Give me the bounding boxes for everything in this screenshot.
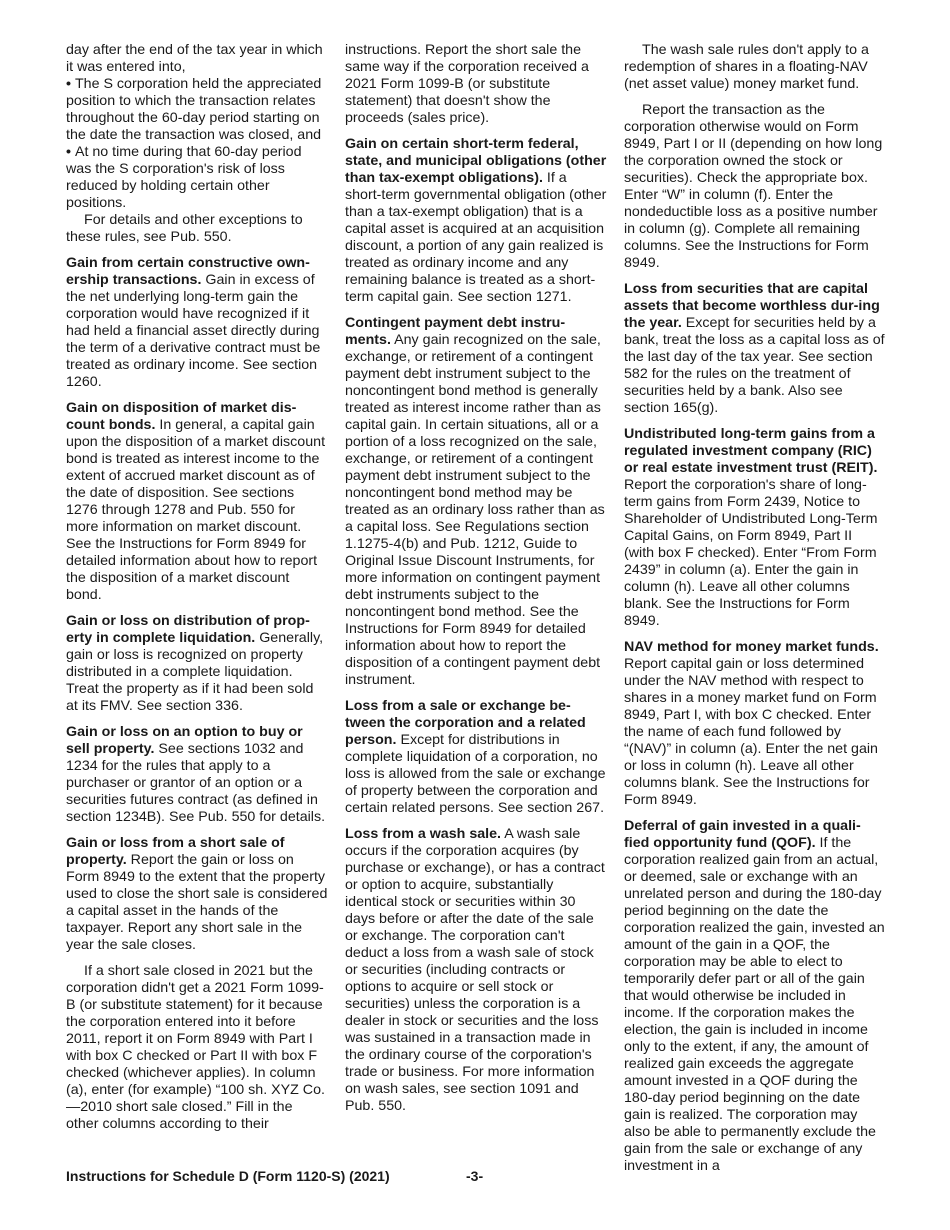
column-2	[345, 42, 607, 1115]
section-worthless-securities	[624, 281, 886, 417]
paragraph: The wash sale rules don't apply to a redemption of shares in a floating-NAV (net asset value) money market fund.	[624, 42, 869, 92]
footer-title: Instructions for Schedule D (Form 1120-S) (2021)	[66, 1168, 390, 1184]
paragraph: instructions. Report the short sale the same way if the corporation received a 2021 Form 1099-B (or substitute statement) that doesn't show the proceeds (sales price).	[345, 42, 589, 126]
column-1	[66, 42, 328, 1133]
section-body: Except for securities held by a bank, treat the loss as a capital loss as of the last day of the tax year. See section 582 for the rules on the treatment of securities held by a bank. Also see section 165(g).	[624, 315, 885, 416]
section-body: Report capital gain or loss determined under the NAV method with respect to shares in a money market fund on Form 8949, Part I, with box C checked. Enter the name of each fund followed by “(NAV)” in column (a). Enter the net gain or loss in column (h). Leave all other columns blank. See the Instructions for Form 8949.	[624, 656, 878, 808]
section-complete-liquidation	[66, 613, 328, 715]
section-body: Generally, gain or loss is recognized on property distributed in a complete liquidation. Treat the property as if it had been sold at its FMV. See section 336.	[66, 630, 324, 714]
section-gain-constructive-ownership	[66, 255, 328, 391]
section-heading: Gain or loss on an option to buy or sell property.	[66, 724, 303, 757]
section-heading: Gain from certain constructive own-ership transactions.	[66, 255, 310, 288]
section-related-person	[345, 698, 607, 817]
paragraph: For details and other exceptions to these rules, see Pub. 550.	[66, 212, 303, 245]
section-contingent-payment-debt	[345, 315, 607, 689]
section-nav-method	[624, 639, 886, 809]
page-number: -3-	[466, 1168, 484, 1184]
paragraph: If a short sale closed in 2021 but the corporation didn't get a 2021 Form 1099-B (or substitute statement) for it because the corporation entered into it before 2011, report it on Form 8949 with Part I with box C checked or Part II with box F checked (whichever applies). In column (a), enter (for example) “100 sh. XYZ Co.—2010 short sale closed.” Fill in the other columns according to their	[66, 963, 325, 1132]
paragraph: day after the end of the tax year in which it was entered into,	[66, 42, 323, 75]
section-body: A wash sale occurs if the corporation acquires (by purchase or exchange), or has a contract or option to acquire, substantially identical stock or securities within 30 days before or after the date of the sale or exchange. The corporation can't deduct a loss from a wash sale of stock or securities (including contracts or options to acquire or sell stock or securities) unless the corporation is a dealer in stock or securities and the loss was sustained in a transaction made in the ordinary course of the corporation's trade or business. For more information on wash sales, see section 1091 and Pub. 550.	[345, 826, 605, 1114]
section-heading: Loss from a wash sale.	[345, 826, 502, 842]
section-body: In general, a capital gain upon the disposition of a market discount bond is treated as interest income to the extent of accrued market discount as of the date of disposition. See sections 1276 through 1278 and Pub. 550 for more information on market discount. See the Instructions for Form 8949 for detailed information about how to report the disposition of a market discount bond.	[66, 417, 326, 603]
section-heading: Gain on disposition of market dis-count bonds.	[66, 400, 297, 433]
section-body: Gain in excess of the net underlying long-term gain the corporation would have recognized if it had held a financial asset directly during the term of a derivative contract must be treated as ordinary income. See section 1260.	[66, 272, 321, 390]
section-market-discount-bonds	[66, 400, 328, 604]
section-wash-sale	[345, 826, 607, 1115]
section-heading: Gain on certain short-term federal, state, and municipal obligations (other than tax-exempt obligations).	[345, 136, 607, 186]
section-body: If the corporation realized gain from an actual, or deemed, sale or exchange with an unrelated person and during the 180-day period beginning on the date the corporation realized the gain, invested an amount of the gain in a QOF, the corporation may be able to elect to temporarily defer part or all of the gain that would otherwise be included in income. If the corporation makes the election, the gain is included in income only to the extent, if any, the amount of realized gain exceeds the aggregate amount invested in a QOF during the 180-day period beginning on the date gain is realized. The corporation may also be able to permanently exclude the gain from the sale or exchange of any investment in a	[624, 835, 885, 1174]
section-undistributed-gains	[624, 426, 886, 630]
column-3	[624, 42, 886, 1175]
paragraph: Report the transaction as the corporation otherwise would on Form 8949, Part I or II (depending on how long the corporation owned the stock or securities). Check the appropriate box. Enter “W” in column (f). Enter the nondeductible loss as a positive number in column (g). Complete all remaining columns. See the Instructions for Form 8949.	[624, 102, 883, 271]
section-body: Report the corporation's share of long-term gains from Form 2439, Notice to Shareholder of Undistributed Long-Term Capital Gains, on Form 8949, Part II (with box F checked). Enter “From Form 2439” in column (a). Enter the gain in column (h). Leave all other columns blank. See the Instructions for Form 8949.	[624, 477, 878, 629]
section-body: If a short-term governmental obligation (other than a tax-exempt obligation) that is a capital asset is acquired at an acquisition discount, a portion of any gain realized is treated as ordinary income and any remaining balance is treated as a short-term capital gain. See section 1271.	[345, 170, 607, 305]
section-option-buy-sell	[66, 724, 328, 826]
section-qof-deferral	[624, 818, 886, 1175]
section-heading: NAV method for money market funds.	[624, 639, 879, 655]
section-body: Except for distributions in complete liquidation of a corporation, no loss is allowed from the sale or exchange of property between the corporation and certain related persons. See section 267.	[345, 732, 606, 816]
section-heading: Gain or loss on distribution of prop-erty in complete liquidation.	[66, 613, 310, 646]
section-heading: Undistributed long-term gains from a regulated investment company (RIC) or real estate investment trust (REIT).	[624, 426, 878, 476]
section-short-term-obligations	[345, 136, 607, 306]
section-heading: Gain or loss from a short sale of property.	[66, 835, 285, 868]
bullet-item: • The S corporation held the appreciated position to which the transaction relates throughout the 60-day period starting on the date the transaction was closed, and	[66, 76, 328, 144]
section-body: Any gain recognized on the sale, exchange, or retirement of a contingent payment debt instrument subject to the noncontingent bond method is generally treated as interest income rather than as capital gain. In certain situations, all or a portion of a loss recognized on the sale, exchange, or retirement of a contingent payment debt instrument subject to the noncontingent bond method may be treated as an ordinary loss rather than as a capital loss. See Regulations section 1.1275-4(b) and Pub. 1212, Guide to Original Issue Discount Instruments, for more information on contingent payment debt instruments subject to the noncontingent bond method. See the Instructions for Form 8949 for detailed information about how to report the disposition of a contingent payment debt instrument.	[345, 332, 605, 688]
section-heading: Loss from a sale or exchange be-tween the corporation and a related person.	[345, 698, 586, 748]
section-heading: Loss from securities that are capital assets that become worthless dur-ing the year.	[624, 281, 880, 331]
section-short-sale	[66, 835, 328, 954]
section-body: See sections 1032 and 1234 for the rules that apply to a purchaser or grantor of an option or a securities futures contract (as defined in section 1234B). See Pub. 550 for details.	[66, 741, 326, 825]
section-body: Report the gain or loss on Form 8949 to the extent that the property used to close the short sale is considered a capital asset in the hands of the taxpayer. Report any short sale in the year the sale closes.	[66, 852, 328, 953]
section-heading: Deferral of gain invested in a quali-fied opportunity fund (QOF).	[624, 818, 861, 851]
bullet-item: • At no time during that 60-day period was the S corporation's risk of loss reduced by holding certain other positions.	[66, 144, 328, 212]
section-heading: Contingent payment debt instru-ments.	[345, 315, 566, 348]
